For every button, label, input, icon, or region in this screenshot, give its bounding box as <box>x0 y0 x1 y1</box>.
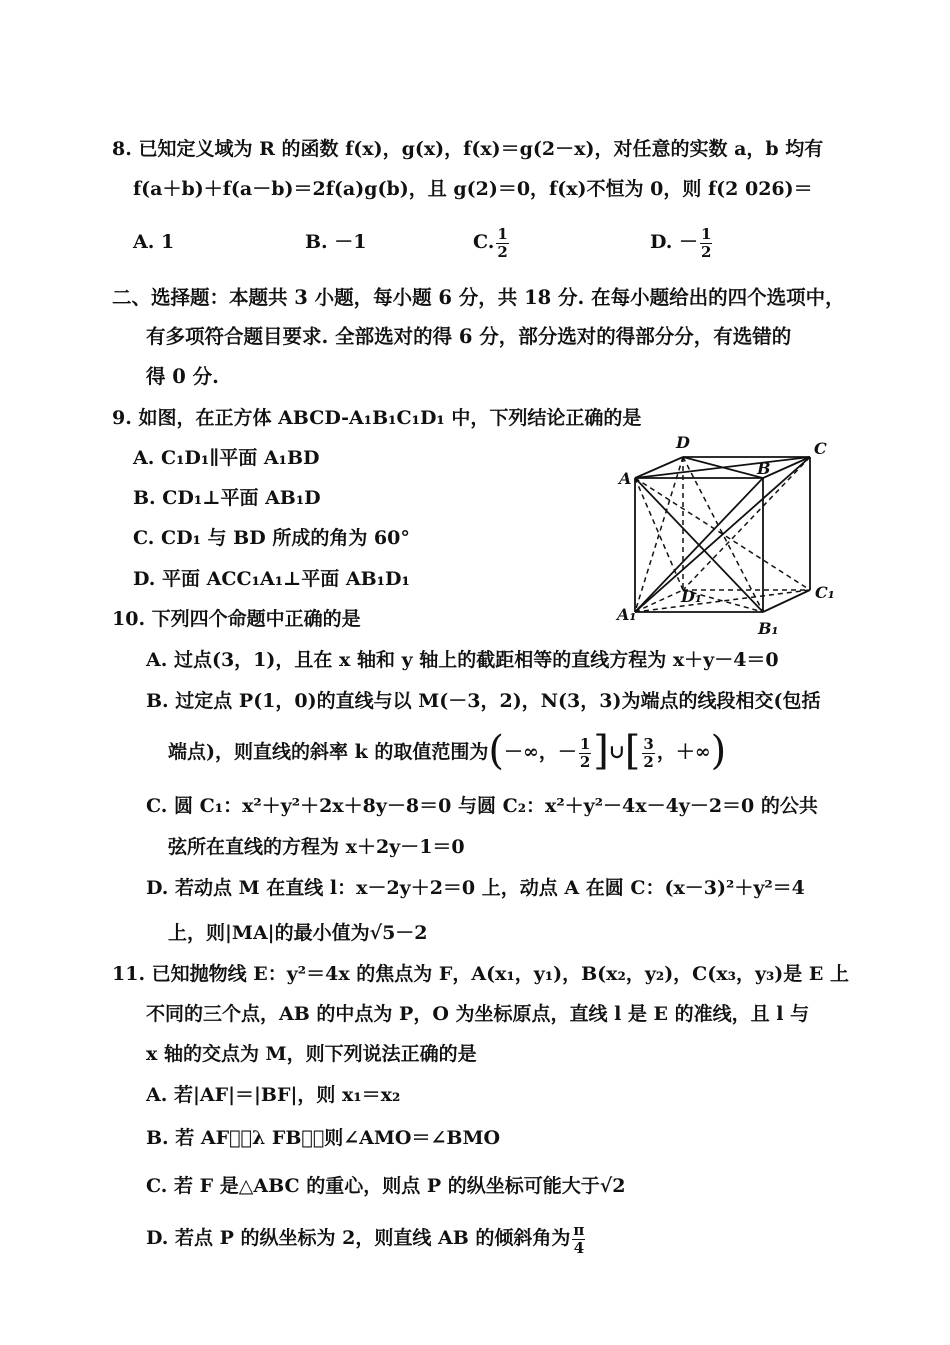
section2-header-line1: 二、选择题：本题共 3 小题，每小题 6 分，共 18 分. 在每小题给出的四个选项中， <box>112 286 845 309</box>
label-a1: A₁ <box>617 605 637 624</box>
q8-option-d <box>650 218 714 266</box>
section2-header-line2: 有多项符合题目要求. 全部选对的得 6 分，部分选对的得部分分，有选错的 <box>146 325 792 348</box>
q10-stem: 10. 下列四个命题中正确的是 <box>112 608 361 630</box>
q11-stem-line3: x 轴的交点为 M，则下列说法正确的是 <box>146 1043 477 1065</box>
q10-b-denominator1: 2 <box>579 752 591 771</box>
q11-option-b: B. 若 AF⃗＝λ FB⃗，则∠AMO＝∠BMO <box>146 1127 501 1149</box>
q8-option-d-numerator: 1 <box>701 224 712 243</box>
q11-stem-line1: 11. 已知抛物线 E：y²＝4x 的焦点为 F，A(x₁，y₁)，B(x₂，y₂)，C(x₃，y₃)是 E 上 <box>112 963 850 985</box>
q8-stem-line2: f(a＋b)＋f(a－b)＝2f(a)g(b)，且 g(2)＝0，f(x)不恒为 0，则 f(2 026)＝ <box>133 178 813 200</box>
q11-stem-line2: 不同的三个点，AB 的中点为 P，O 为坐标原点，直线 l 是 E 的准线，且 l 与 <box>146 1003 810 1025</box>
q11-d-denominator: 4 <box>573 1238 585 1257</box>
diag-a1-c1 <box>635 590 810 612</box>
q10-b-numerator2: 3 <box>643 734 654 753</box>
q10-b-paren-open: ( <box>488 728 504 774</box>
q8-option-d-prefix: D. － <box>650 231 699 253</box>
diag-d-a1 <box>635 457 683 612</box>
q10-b-part2: ，＋∞ <box>656 741 711 763</box>
q8-option-d-fraction <box>700 224 712 261</box>
q11-option-c: C. 若 F 是△ABC 的重心，则点 P 的纵坐标可能大于√2 <box>146 1175 626 1197</box>
label-a: A <box>619 469 632 488</box>
q9-stem: 9. 如图，在正方体 ABCD-A₁B₁C₁D₁ 中，下列结论正确的是 <box>112 407 642 429</box>
q10-b-fraction2 <box>642 734 654 771</box>
q10-b-union: ∪ <box>608 741 625 763</box>
q11-d-prefix: D. 若点 P 的纵坐标为 2，则直线 AB 的倾斜角为 <box>146 1227 571 1249</box>
q10-option-b-line2 <box>168 726 726 779</box>
q11-d-fraction <box>572 1220 585 1257</box>
edge-a1-d1 <box>635 590 683 612</box>
q8-option-a: A. 1 <box>133 231 175 253</box>
q10-option-d-line1: D. 若动点 M 在直线 l：x－2y＋2＝0 上，动点 A 在圆 C：(x－3)²＋y²＝4 <box>146 877 805 899</box>
q10-option-c-line1: C. 圆 C₁：x²＋y²＋2x＋8y－8＝0 与圆 C₂：x²＋y²－4x－4y－2＝0 的公共 <box>146 795 818 817</box>
label-c: C <box>814 439 827 458</box>
q8-option-b: B. －1 <box>305 231 367 253</box>
q10-option-a: A. 过点(3，1)，且在 x 轴和 y 轴上的截距相等的直线方程为 x＋y－4＝0 <box>146 649 779 671</box>
q8-option-c-prefix: C. <box>473 231 495 253</box>
q8-stem-line1: 8. 已知定义域为 R 的函数 f(x)，g(x)，f(x)＝g(2－x)，对任意的实数 a，b 均有 <box>112 138 824 160</box>
q11-option-d <box>146 1214 587 1262</box>
q10-b-prefix: 端点)，则直线的斜率 k 的取值范围为 <box>168 741 489 763</box>
q10-b-fraction1 <box>579 734 591 771</box>
q10-b-numerator1: 1 <box>579 734 591 753</box>
label-c1: C₁ <box>815 583 835 602</box>
q10-b-paren-close: ) <box>710 728 727 774</box>
diag-a-c1 <box>635 478 810 590</box>
q9-option-d: D. 平面 ACC₁A₁⊥平面 AB₁D₁ <box>133 568 410 590</box>
diag-a1-c <box>635 457 810 612</box>
q9-option-a: A. C₁D₁∥平面 A₁BD <box>133 447 320 469</box>
q8-option-d-denominator: 2 <box>701 242 712 261</box>
q8-option-c <box>473 218 511 266</box>
q9-option-c: C. CD₁ 与 BD 所成的角为 60° <box>133 527 410 549</box>
q11-d-numerator: π <box>573 1220 585 1239</box>
cube-figure <box>615 430 840 642</box>
q10-option-d-line2: 上，则|MA|的最小值为√5－2 <box>168 922 428 944</box>
section2-header-line3: 得 0 分. <box>146 365 219 388</box>
q9-option-b: B. CD₁⊥平面 AB₁D <box>133 487 321 509</box>
diag-d-b <box>683 457 763 478</box>
q8-option-c-denominator: 2 <box>497 242 508 261</box>
diag-a-d1 <box>635 478 683 590</box>
label-d1: D₁ <box>681 587 702 606</box>
q10-b-denominator2: 2 <box>643 752 654 771</box>
q10-option-c-line2: 弦所在直线的方程为 x＋2y－1＝0 <box>168 836 465 858</box>
q10-b-bracket-close: ] <box>593 728 609 774</box>
label-d: D <box>676 433 690 452</box>
label-b: B <box>757 459 771 478</box>
q10-b-part1: －∞，－ <box>504 741 577 763</box>
q8-option-c-numerator: 1 <box>497 224 508 243</box>
diag-c-d1 <box>683 457 810 590</box>
q11-option-a: A. 若|AF|＝|BF|，则 x₁＝x₂ <box>146 1084 401 1106</box>
q10-b-bracket-open: [ <box>624 728 641 774</box>
q10-option-b-line1: B. 过定点 P(1，0)的直线与以 M(－3，2)，N(3，3)为端点的线段相交(包括 <box>146 690 821 712</box>
label-b1: B₁ <box>758 619 779 638</box>
edge-c1-b1 <box>763 590 810 612</box>
q8-option-c-fraction <box>496 224 508 261</box>
